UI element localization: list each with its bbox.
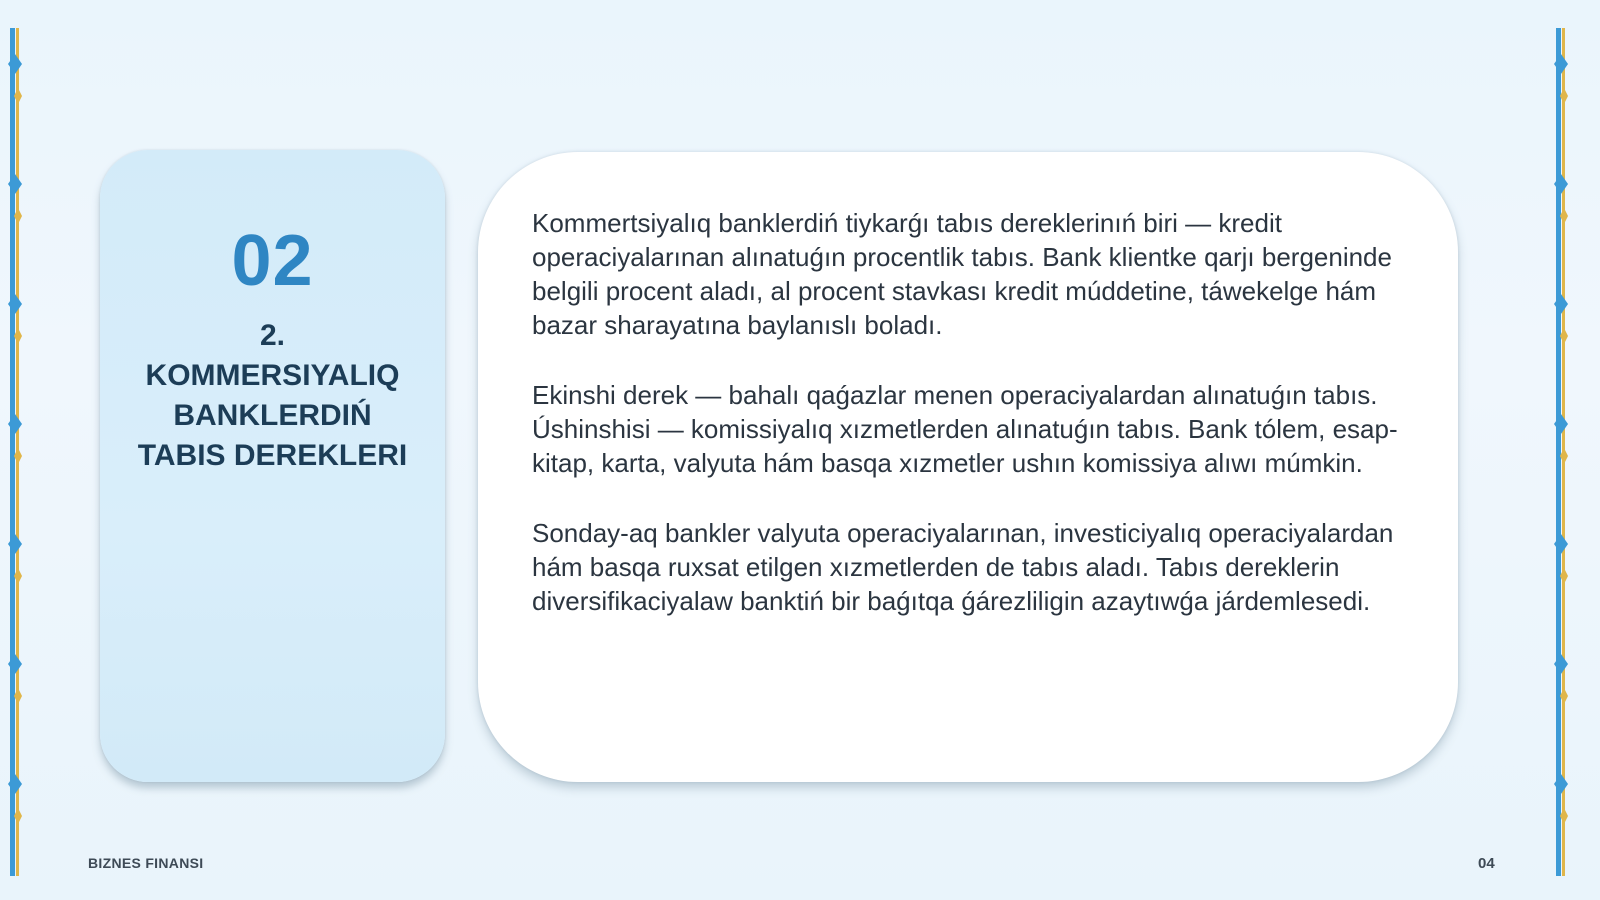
paragraph-2: Ekinshi derek — bahalı qaǵazlar menen operaciyalardan alınatuǵın tabıs. Úshinshisi — komissiyalıq xızmetlerden alınatuǵın tabıs. Bank tólem, esap-kitap, karta, valyuta hám basqa xızmetler ushın komissiya alıwı múmkin. xyxy=(532,380,1398,478)
paragraph-3: Sonday-aq bankler valyuta operaciyalarınan, investiciyalıq operaciyalardan hám basqa ruxsat etilgen xızmetlerden de tabıs aladı. Tabıs dereklerin diversifikaciyalaw banktiń bir baǵıtqa ǵárezliligin azaytıwǵa járdemlesedi. xyxy=(532,518,1394,616)
ornament-strip-icon xyxy=(7,28,23,876)
content-body xyxy=(532,206,1412,654)
right-decorative-border xyxy=(1553,28,1569,876)
section-card xyxy=(100,150,445,782)
paragraph-1: Kommertsiyalıq banklerdiń tiykarǵı tabıs dereklerinıń biri — kredit operaciyalarınan alınatuǵın procentlik tabıs. Bank klientke qarjı bergeninde belgili procent aladı, al procent stavkası kredit múddetine, táwekelge hám bazar sharayatına baylanıslı boladı. xyxy=(532,208,1392,340)
left-decorative-border xyxy=(7,28,23,876)
page-number: 04 xyxy=(1478,855,1495,872)
ornament-strip-icon xyxy=(1553,28,1569,876)
section-heading: 2. KOMMERSIYALIQ BANKLERDIŃ TABIS DEREKLERI xyxy=(137,319,408,472)
footer-title: BIZNES FINANSI xyxy=(88,855,204,871)
section-number: 02 xyxy=(231,221,314,301)
content-card xyxy=(478,152,1458,782)
